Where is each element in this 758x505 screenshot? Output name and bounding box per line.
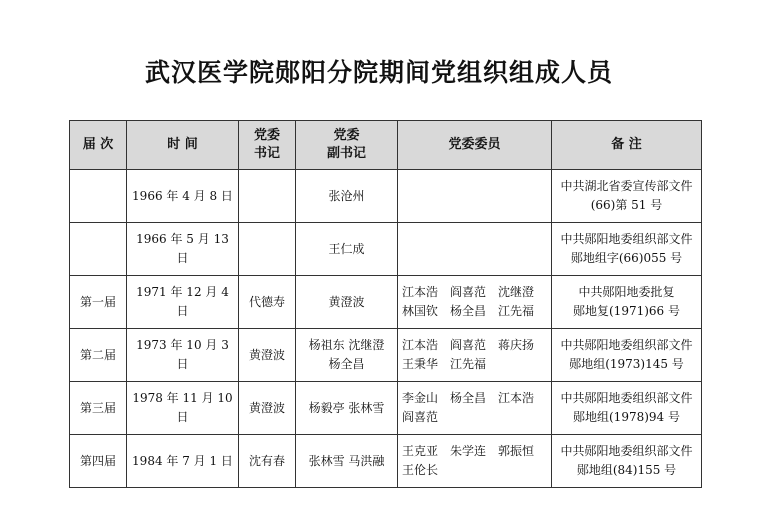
session-cell: 第一届: [70, 276, 127, 329]
page-title: 武汉医学院郧阳分院期间党组织组成人员: [144, 58, 613, 87]
header-session: 届 次: [70, 121, 127, 170]
header-members: 党委委员: [398, 121, 552, 170]
notes-cell-line: 中共湖北省委宣传部文件: [560, 179, 693, 193]
session-cell: [70, 223, 127, 276]
table-body: [70, 170, 702, 488]
members-cell-line: 江本浩 阎喜范 沈继澄: [402, 285, 535, 299]
deputy-secretary-cell: [296, 382, 398, 435]
notes-cell-line: 郧地组(1973)145 号: [569, 357, 684, 371]
notes-cell-line: 中共郧阳地委组织部文件: [560, 232, 693, 246]
notes-cell: [552, 223, 702, 276]
deputy-secretary-cell-line: 杨全昌: [328, 357, 365, 371]
time-cell: 1978 年 11 月 10 日: [127, 382, 239, 435]
session-cell: 第二届: [70, 329, 127, 382]
party-roster-table: [69, 120, 702, 488]
notes-cell-line: 郧地复(1971)66 号: [573, 304, 680, 318]
members-cell: [398, 276, 552, 329]
deputy-secretary-cell: [296, 223, 398, 276]
secretary-cell: [239, 223, 296, 276]
members-cell-line: 江本浩 阎喜范 蒋庆扬: [402, 338, 535, 352]
header-deputy-line-2: 副书记: [326, 146, 366, 161]
notes-cell-line: 中共郧阳地委组织部文件: [560, 444, 693, 458]
table-row: [70, 170, 702, 223]
notes-cell: [552, 170, 702, 223]
table-row: [70, 276, 702, 329]
session-cell: 第四届: [70, 435, 127, 488]
header-secretary-line-2: 书记: [253, 146, 280, 161]
time-cell: 1966 年 4 月 8 日: [127, 170, 239, 223]
members-cell: [398, 329, 552, 382]
time-cell: 1966 年 5 月 13 日: [127, 223, 239, 276]
header-notes: 备 注: [552, 121, 702, 170]
time-cell: 1971 年 12 月 4 日: [127, 276, 239, 329]
members-cell-line: 阎喜范: [402, 410, 439, 424]
members-cell-line: 王秉华 江先福: [402, 357, 487, 371]
deputy-secretary-cell-line: 杨祖东 沈继澄: [308, 338, 385, 352]
notes-cell: [552, 382, 702, 435]
notes-cell-line: (66)第 51 号: [590, 198, 663, 212]
deputy-secretary-cell-line: 杨毅亭 张林雪: [308, 400, 385, 415]
header-row: [70, 121, 702, 170]
header-deputy-line-1: 党委: [333, 128, 360, 143]
notes-cell-line: 郧地组(84)155 号: [576, 463, 677, 477]
table-row: [70, 435, 702, 488]
header-time: 时 间: [127, 121, 239, 170]
notes-cell-line: 中共郧阳地委组织部文件: [560, 338, 693, 352]
members-cell-line: 林国钦 杨全昌 江先福: [402, 304, 535, 318]
deputy-secretary-cell: [296, 170, 398, 223]
deputy-secretary-cell-line: 黄澄波: [328, 294, 365, 309]
table-row: [70, 223, 702, 276]
deputy-secretary-cell-line: 张沧州: [328, 188, 365, 203]
header-deputy-secretary: [296, 121, 398, 170]
members-cell: [398, 435, 552, 488]
notes-cell: [552, 329, 702, 382]
members-cell-line: 李金山 杨全昌 江本浩: [402, 391, 535, 405]
session-cell: [70, 170, 127, 223]
secretary-cell: [239, 170, 296, 223]
notes-cell-line: 中共郧阳地委批复: [578, 285, 675, 299]
deputy-secretary-cell-line: 张林雪 马洪融: [308, 453, 385, 468]
members-cell: [398, 170, 552, 223]
notes-cell-line: 郧地组(1978)94 号: [573, 410, 680, 424]
secretary-cell: 黄澄波: [239, 382, 296, 435]
deputy-secretary-cell: [296, 435, 398, 488]
secretary-cell: 黄澄波: [239, 329, 296, 382]
header-secretary: [239, 121, 296, 170]
deputy-secretary-cell: [296, 329, 398, 382]
notes-cell-line: 郧地组字(66)055 号: [570, 251, 683, 265]
header-secretary-line-1: 党委: [253, 128, 280, 143]
notes-cell-line: 中共郧阳地委组织部文件: [560, 391, 693, 405]
table-row: [70, 329, 702, 382]
members-cell: [398, 223, 552, 276]
secretary-cell: 沈有春: [239, 435, 296, 488]
session-cell: 第三届: [70, 382, 127, 435]
time-cell: 1973 年 10 月 3 日: [127, 329, 239, 382]
table-header: [70, 121, 702, 170]
notes-cell: [552, 435, 702, 488]
secretary-cell: 代德寿: [239, 276, 296, 329]
table-row: [70, 382, 702, 435]
members-cell-line: 王伦长: [402, 463, 439, 477]
time-cell: 1984 年 7 月 1 日: [127, 435, 239, 488]
members-cell: [398, 382, 552, 435]
deputy-secretary-cell-line: 王仁成: [328, 241, 365, 256]
notes-cell: [552, 276, 702, 329]
deputy-secretary-cell: [296, 276, 398, 329]
members-cell-line: 王克亚 朱学连 郭振恒: [402, 444, 535, 458]
